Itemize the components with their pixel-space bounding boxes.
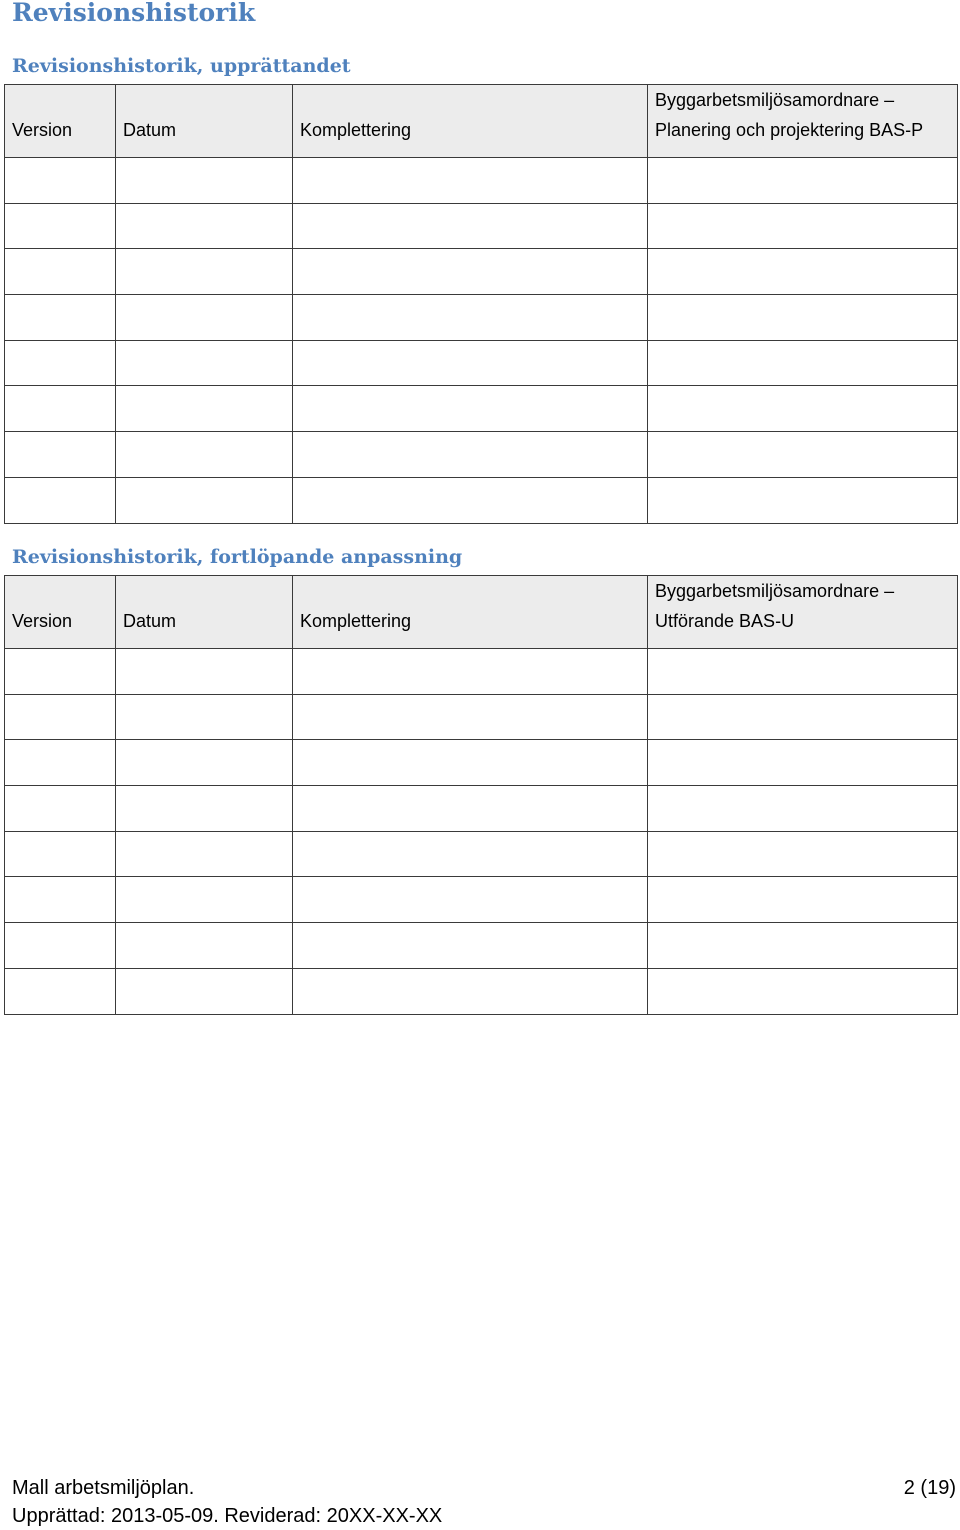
footer-document-name: Mall arbetsmiljöplan. (12, 1477, 195, 1499)
table-cell[interactable] (116, 340, 293, 386)
table-cell[interactable] (5, 831, 116, 877)
table-cell[interactable] (648, 432, 958, 478)
table-cell[interactable] (5, 877, 116, 923)
table-row (5, 158, 958, 204)
column-header-bas-line1: Byggarbetsmiljösamordnare – (655, 90, 895, 110)
table-cell[interactable] (116, 432, 293, 478)
section-title-upprattandet: Revisionshistorik, upprättandet (12, 55, 351, 77)
table-header-row (5, 576, 958, 649)
revision-table-anpassning (4, 575, 958, 1015)
table-cell[interactable] (5, 923, 116, 969)
table-row (5, 249, 958, 295)
table-cell[interactable] (648, 740, 958, 786)
table-cell[interactable] (293, 740, 648, 786)
table-cell[interactable] (293, 203, 648, 249)
table-cell[interactable] (116, 740, 293, 786)
column-header-komplettering: Komplettering (293, 576, 648, 649)
table-cell[interactable] (5, 649, 116, 695)
table-row (5, 694, 958, 740)
table-row (5, 295, 958, 341)
table-cell[interactable] (5, 386, 116, 432)
table-cell[interactable] (648, 295, 958, 341)
column-header-komplettering: Komplettering (293, 85, 648, 158)
table-cell[interactable] (116, 786, 293, 832)
table-cell[interactable] (648, 923, 958, 969)
table-row (5, 477, 958, 523)
table-cell[interactable] (648, 968, 958, 1014)
footer-dates: Upprättad: 2013-05-09. Reviderad: 20XX-XX-XX (12, 1505, 443, 1527)
table-row (5, 432, 958, 478)
table-row (5, 831, 958, 877)
table-cell[interactable] (116, 694, 293, 740)
revision-table-upprattandet (4, 84, 958, 524)
section-title-anpassning: Revisionshistorik, fortlöpande anpassning (12, 546, 463, 568)
column-header-datum: Datum (116, 576, 293, 649)
table-cell[interactable] (293, 877, 648, 923)
table-row (5, 340, 958, 386)
table-row (5, 923, 958, 969)
table-body-upprattandet (5, 158, 958, 524)
table-row (5, 649, 958, 695)
table-cell[interactable] (5, 158, 116, 204)
column-header-version: Version (5, 85, 116, 158)
table-cell[interactable] (116, 249, 293, 295)
table-cell[interactable] (116, 968, 293, 1014)
column-header-datum: Datum (116, 85, 293, 158)
column-header-bas-line2: Utförande BAS-U (655, 611, 795, 631)
table-cell[interactable] (293, 340, 648, 386)
page-number: 2 (19) (903, 1477, 956, 1499)
table-cell[interactable] (648, 249, 958, 295)
column-header-bas (648, 85, 958, 158)
table-cell[interactable] (116, 831, 293, 877)
table-cell[interactable] (648, 477, 958, 523)
table-header-row (5, 85, 958, 158)
table-body-anpassning (5, 649, 958, 1015)
table-cell[interactable] (116, 923, 293, 969)
table-cell[interactable] (293, 831, 648, 877)
column-header-bas-line1: Byggarbetsmiljösamordnare – (655, 581, 895, 601)
table-row (5, 968, 958, 1014)
table-cell[interactable] (5, 477, 116, 523)
table-cell[interactable] (5, 740, 116, 786)
page-heading: Revisionshistorik (12, 0, 256, 27)
table-cell[interactable] (293, 386, 648, 432)
table-cell[interactable] (293, 249, 648, 295)
table-cell[interactable] (648, 831, 958, 877)
table-cell[interactable] (293, 694, 648, 740)
table-cell[interactable] (648, 649, 958, 695)
table-row (5, 203, 958, 249)
table-cell[interactable] (5, 968, 116, 1014)
table-cell[interactable] (116, 295, 293, 341)
table-cell[interactable] (648, 340, 958, 386)
table-cell[interactable] (5, 432, 116, 478)
table-cell[interactable] (5, 295, 116, 341)
table-cell[interactable] (648, 786, 958, 832)
column-header-version: Version (5, 576, 116, 649)
table-cell[interactable] (648, 386, 958, 432)
table-cell[interactable] (293, 477, 648, 523)
table-row (5, 386, 958, 432)
table-cell[interactable] (293, 649, 648, 695)
table-cell[interactable] (293, 923, 648, 969)
table-cell[interactable] (5, 786, 116, 832)
table-row (5, 740, 958, 786)
table-cell[interactable] (116, 203, 293, 249)
table-cell[interactable] (5, 249, 116, 295)
table-cell[interactable] (116, 877, 293, 923)
footer-info (12, 1474, 442, 1530)
table-cell[interactable] (648, 158, 958, 204)
table-cell[interactable] (5, 203, 116, 249)
table-row (5, 877, 958, 923)
table-cell[interactable] (648, 203, 958, 249)
table-cell[interactable] (293, 968, 648, 1014)
table-cell[interactable] (116, 477, 293, 523)
table-cell[interactable] (5, 694, 116, 740)
table-cell[interactable] (648, 694, 958, 740)
table-cell[interactable] (293, 786, 648, 832)
column-header-bas (648, 576, 958, 649)
table-cell[interactable] (648, 877, 958, 923)
table-cell[interactable] (116, 649, 293, 695)
table-cell[interactable] (116, 386, 293, 432)
table-row (5, 786, 958, 832)
table-cell[interactable] (5, 340, 116, 386)
table-cell[interactable] (293, 158, 648, 204)
column-header-bas-line2: Planering och projektering BAS-P (655, 120, 924, 140)
table-cell[interactable] (116, 158, 293, 204)
table-cell[interactable] (293, 295, 648, 341)
table-cell[interactable] (293, 432, 648, 478)
